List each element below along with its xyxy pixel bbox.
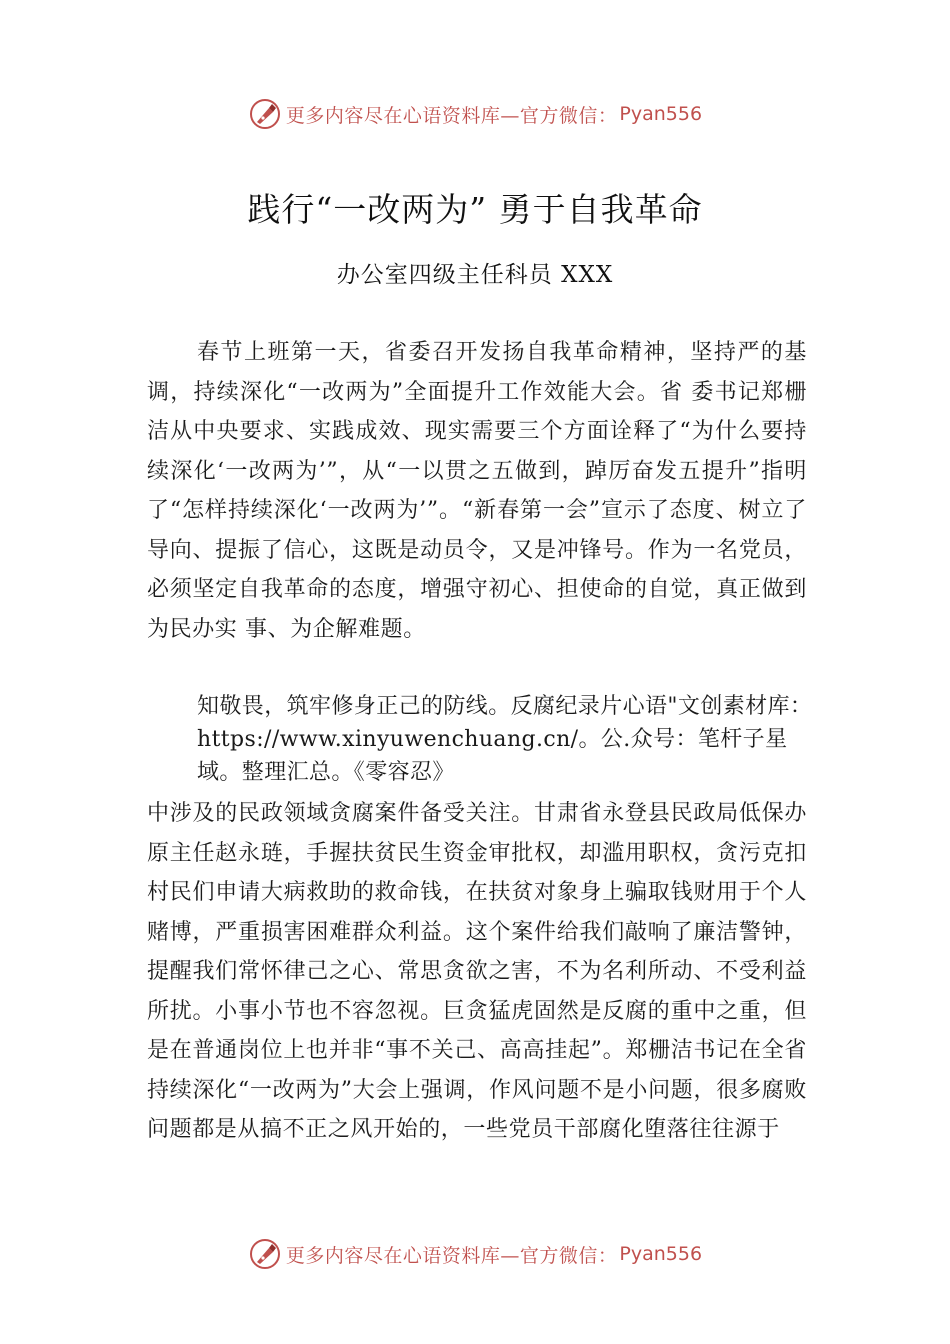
paragraph-2: 知敬畏，筑牢修身正己的防线。反腐纪录片心语"文创素材库：https://www.xinyuwenchuang.cn/。公.众号：笔杆子星域。整理汇总。《零容忍》 (197, 694, 813, 785)
banner-wechat-id: Pyan556 (619, 1243, 703, 1265)
banner-text: 更多内容尽在心语资料库—官方微信： (285, 104, 618, 127)
banner-text: 更多内容尽在心语资料库—官方微信： (285, 1244, 618, 1267)
pen-nib-logo-icon (248, 1237, 282, 1271)
header-banner (0, 94, 950, 134)
document-title: 践行“一改两为” 勇于自我革命 (247, 190, 703, 229)
document-author: 办公室四级主任科员 XXX (336, 262, 614, 288)
pen-nib-logo-icon (248, 97, 282, 131)
footer-banner (0, 1234, 950, 1274)
banner-wechat-id: Pyan556 (619, 103, 703, 125)
paragraph-3: 中涉及的民政领域贪腐案件备受关注。甘肃省永登县民政局低保办原主任赵永琏，手握扶贫民生资金审批权，却滥用职权，贪污克扣村民们申请大病救助的救命钱，在扶贫对象身上骗取钱财用于个人赌博，严重损害困难群众利益。这个案件给我们敲响了廉洁警钟，提醒我们常怀律己之心、常思贪欲之害，不为名利所动、不受利益所扰。小事小节也不容忽视。巨贪猛虎固然是反腐的重中之重，但是在普通岗位上也并非“事不关己、高高挂起”。郑栅洁书记在全省持续深化“一改两为”大会上强调，作风问题不是小问题，很多腐败问题都是从搞不正之风开始的，一些党员干部腐化堕落往往源于 (147, 801, 807, 1142)
paragraph-1: 春节上班第一天，省委召开发扬自我革命精神，坚持严的基调，持续深化“一改两为”全面提升工作效能大会。省 委书记郑栅洁从中央要求、实践成效、现实需要三个方面诠释了“为什么要持续深化‘一改两为’”，从“一以贯之五做到，踔厉奋发五提升”指明了“怎样持续深化‘一改两为’”。“新春第一会”宣示了态度、树立了导向、提振了信心，这既是动员令，又是冲锋号。作为一名党员，必须坚定自我革命的态度，增强守初心、担使命的自觉，真正做到为民办实 事、为企解难题。 (147, 340, 807, 642)
